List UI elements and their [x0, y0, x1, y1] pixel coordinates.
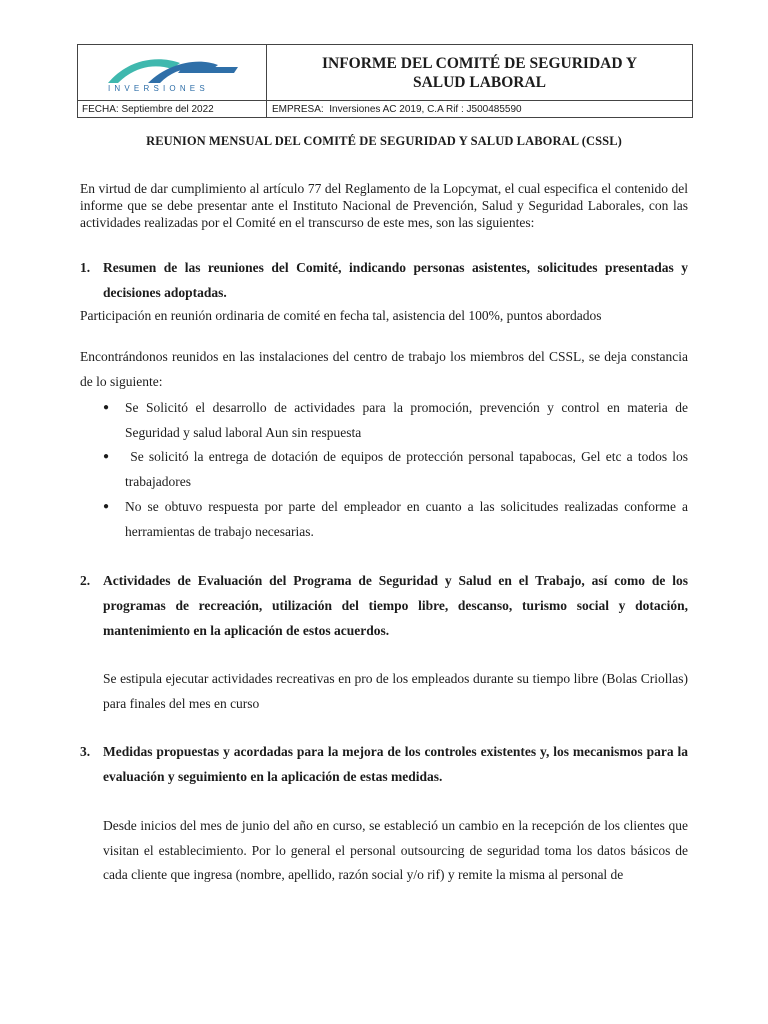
company-field: EMPRESA: Inversiones AC 2019, C.A Rif : J500485590: [272, 104, 522, 115]
bullet-marker: ●: [103, 402, 110, 413]
section-heading: Actividades de Evaluación del Programa de Seguridad y Salud en el Trabajo, así como de los programas de recreación, utilización del tiempo libre, descanso, turismo social y dotación, mantenimiento en la aplicación de estos acuerdos.: [103, 573, 688, 638]
list-item: Se solicitó la entrega de dotación de equipos de protección personal tapabocas, Gel etc a todos los trabajadores: [125, 449, 692, 489]
header-info-row: [78, 100, 692, 118]
section-paragraph: Participación en reunión ordinaria de comité en fecha tal, asistencia del 100%, puntos abordados: [80, 308, 602, 323]
section-paragraph: Encontrándonos reunidos en las instalaciones del centro de trabajo los miembros del CSSL, se deja constancia de lo siguiente:: [80, 349, 688, 389]
section-number: 2.: [80, 573, 91, 588]
report-header-table: [77, 44, 693, 118]
bullet-marker: ●: [103, 451, 110, 462]
section-number: 1.: [80, 260, 91, 275]
logo-cell: [78, 45, 267, 100]
section-heading: [103, 255, 688, 305]
section-heading-text: Resumen de las reuniones del Comité, indicando personas asistentes, solicitudes presentadas y decisiones adoptadas.: [103, 260, 688, 300]
meeting-title: REUNION MENSUAL DEL COMITÉ DE SEGURIDAD Y SALUD LABORAL (CSSL): [146, 134, 622, 148]
list-item: Se Solicitó el desarrollo de actividades para la promoción, prevención y control en materia de Seguridad y salud laboral Aun sin respuesta: [125, 400, 688, 440]
company-logo: [88, 53, 258, 93]
list-item: No se obtuvo respuesta por parte del empleador en cuanto a las solicitudes realizadas conforme a herramientas de trabajo necesarias.: [125, 499, 688, 539]
date-field: FECHA: Septiembre del 2022: [78, 101, 267, 118]
section-heading: Medidas propuestas y acordadas para la mejora de los controles existentes y, los mecanismos para la evaluación y seguimiento en la aplicación de estas medidas.: [103, 744, 688, 784]
section-paragraph: Desde inicios del mes de junio del año en curso, se estableció un cambio en la recepción de los clientes que visitan el establecimiento. Por lo general el personal outsourcing de seguridad toma los datos básicos de cada cliente que ingresa (nombre, apellido, razón social y/o rif) y remite la misma al personal de: [103, 818, 688, 882]
intro-paragraph: En virtud de dar cumplimiento al artículo 77 del Reglamento de la Lopcymat, el cual especifica el contenido del informe que se debe presentar ante el Instituto Nacional de Prevención, Salud y Seguridad Laborales, con las actividades realizadas por el Comité en el transcurso de este mes, son las siguientes:: [80, 181, 688, 230]
section-paragraph: Se estipula ejecutar actividades recreativas en pro de los empleados durante su tiempo libre (Bolas Criollas) para finales del mes en curso: [103, 671, 688, 711]
logo-wordmark: INVERSIONES: [108, 84, 209, 93]
report-title: INFORME DEL COMITÉ DE SEGURIDAD Y SALUD LABORAL: [321, 54, 638, 91]
report-title-cell: [267, 45, 692, 100]
section-number: 3.: [80, 744, 91, 759]
bullet-marker: ●: [103, 501, 110, 512]
